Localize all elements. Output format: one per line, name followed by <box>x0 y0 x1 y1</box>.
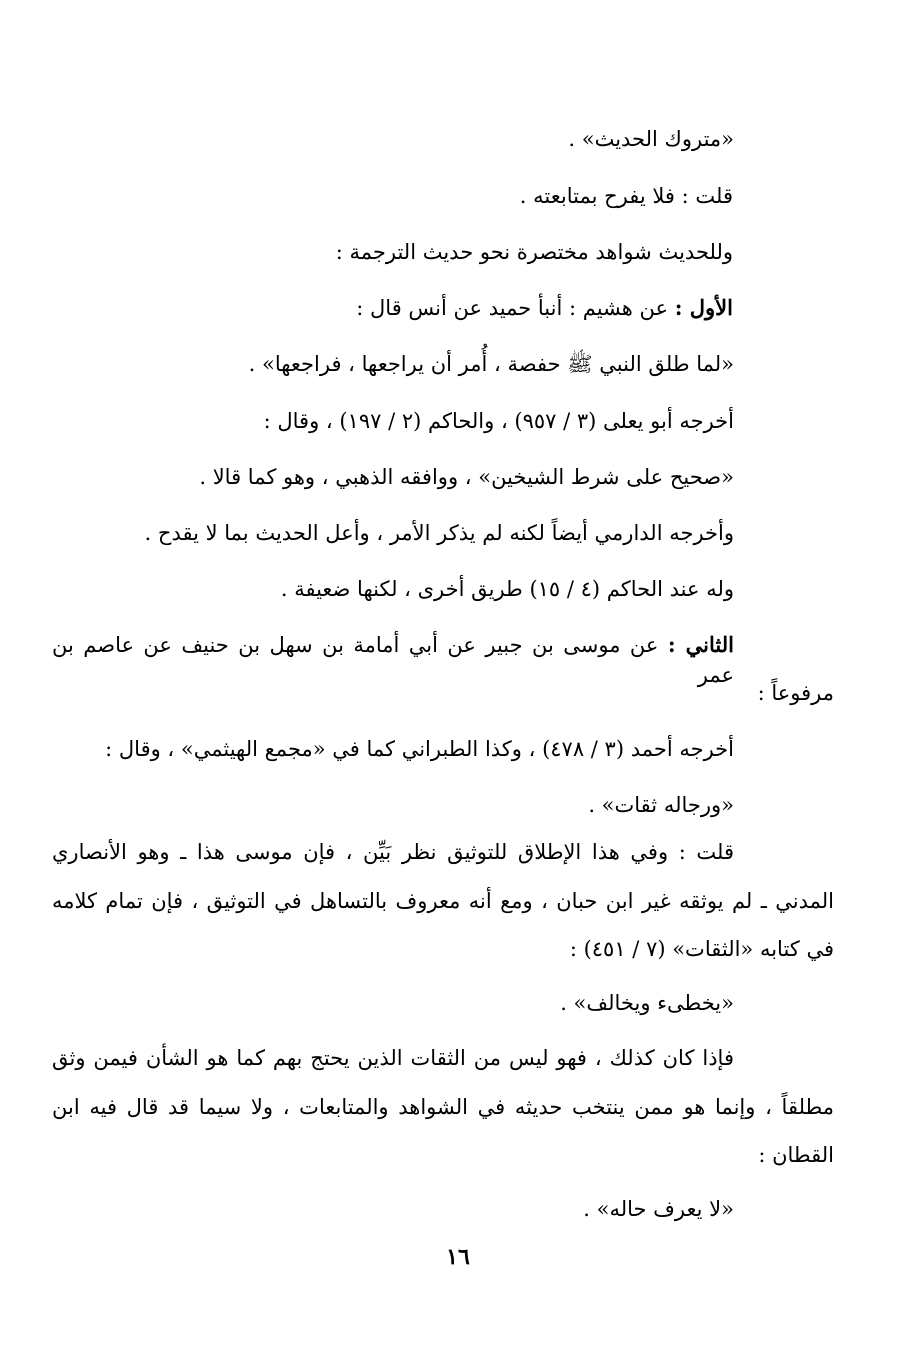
text-line: في كتابه «الثقات» (٧ / ٤٥١) : <box>569 937 834 961</box>
text-line: أخرجه أبو يعلى (٣ / ٩٥٧) ، والحاكم (٢ / ١٩٧) ، وقال : <box>263 409 734 433</box>
text-line: الثاني : عن موسى بن جبير عن أبي أمامة بن سهل بن حنيف عن عاصم بن عمر <box>52 632 734 687</box>
text-line: «لما طلق النبي ﷺ حفصة ، أُمر أن يراجعها ، فراجعها» . <box>248 352 734 376</box>
text-line: قلت : وفي هذا الإطلاق للتوثيق نظر بَيِّن ، فإن موسى هذا ـ وهو الأنصاري <box>52 840 734 864</box>
text-line: «متروك الحديث» . <box>568 127 734 151</box>
paragraph-lead: الأول : <box>674 295 733 320</box>
text-line: الأول : عن هشيم : أنبأ حميد عن أنس قال : <box>356 295 733 320</box>
text-line: «يخطىء ويخالف» . <box>560 991 734 1015</box>
text-line: قلت : فلا يفرح بمتابعته . <box>519 184 733 208</box>
paragraph-lead: الثاني : <box>667 632 734 657</box>
page-number: ١٦ <box>446 1244 470 1270</box>
text-line: أخرجه أحمد (٣ / ٤٧٨) ، وكذا الطبراني كما في «مجمع الهيثمي» ، وقال : <box>105 737 734 761</box>
text-line: «ورجاله ثقات» . <box>588 793 734 817</box>
text-line: القطان : <box>758 1143 834 1167</box>
text-line: مرفوعاً : <box>757 681 834 705</box>
text-line: «صحيح على شرط الشيخين» ، ووافقه الذهبي ، وهو كما قالا . <box>199 465 734 489</box>
text-line: فإذا كان كذلك ، فهو ليس من الثقات الذين يحتج بهم كما هو الشأن فيمن وثق <box>52 1046 734 1070</box>
text-line: مطلقاً ، وإنما هو ممن ينتخب حديثه في الشواهد والمتابعات ، ولا سيما قد قال فيه ابن <box>52 1095 834 1119</box>
text-line: وله عند الحاكم (٤ / ١٥) طريق أخرى ، لكنها ضعيفة . <box>280 577 734 601</box>
text-line: المدني ـ لم يوثقه غير ابن حبان ، ومع أنه معروف بالتساهل في التوثيق ، فإن تمام كلامه <box>52 889 834 913</box>
text-line: وللحديث شواهد مختصرة نحو حديث الترجمة : <box>335 240 733 264</box>
text-line: «لا يعرف حاله» . <box>583 1197 734 1221</box>
text-line: وأخرجه الدارمي أيضاً لكنه لم يذكر الأمر ، وأعل الحديث بما لا يقدح . <box>144 521 734 545</box>
